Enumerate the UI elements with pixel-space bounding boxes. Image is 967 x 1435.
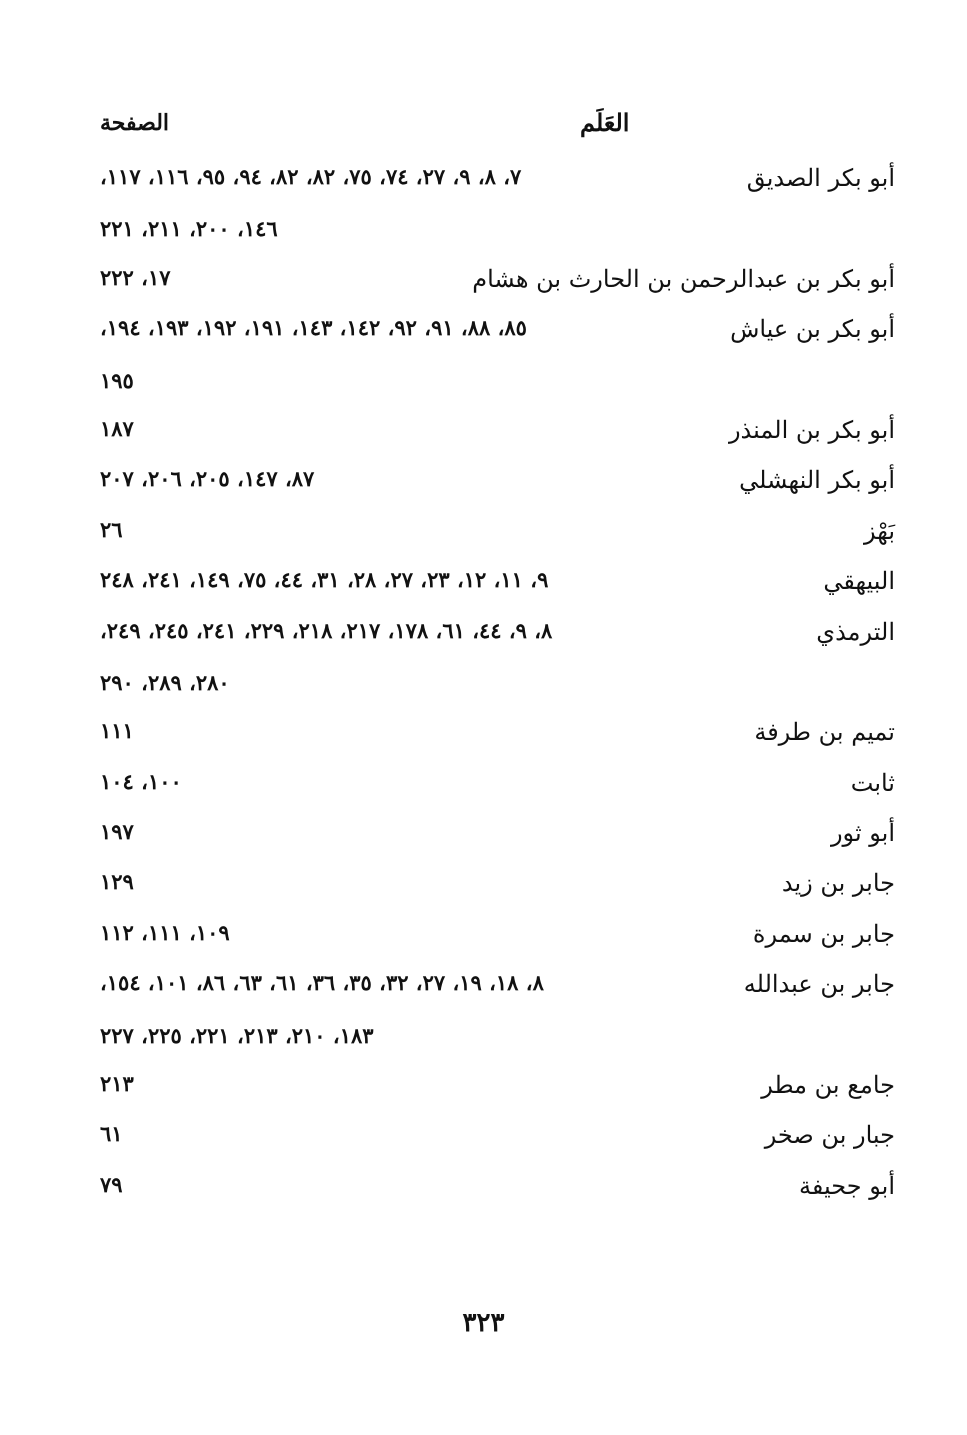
index-entry-continuation (0, 208, 967, 258)
entry-name: جابر بن زيد (781, 869, 895, 898)
index-entry (0, 309, 967, 359)
entry-pages: ٨٧، ١٤٧، ٢٠٥، ٢٠٦، ٢٠٧ (100, 466, 315, 492)
index-entry-continuation (0, 662, 967, 712)
page-column-heading: الصفحة (100, 110, 170, 136)
entry-name: تميم بن طرفة (754, 718, 895, 747)
entry-name: أبو بكر النهشلي (739, 466, 895, 495)
entry-pages: ١٩٧ (100, 819, 134, 845)
index-list (0, 158, 967, 1216)
entry-name: ثابت (850, 768, 895, 797)
index-entry-continuation (0, 1015, 967, 1065)
entry-name: جبار بن صخر (764, 1121, 895, 1150)
entry-pages: ٩، ١١، ١٢، ٢٣، ٢٧، ٢٨، ٣١، ٤٤، ٧٥، ١٤٩، ٢٤١، ٢٤٨ (100, 567, 549, 593)
index-entry (0, 1115, 967, 1165)
page-number: ٣٢٣ (462, 1308, 505, 1338)
index-entry (0, 964, 967, 1014)
entry-pages: ١٢٩ (100, 869, 134, 895)
entry-pages: ٨، ١٨، ١٩، ٢٧، ٣٢، ٣٥، ٣٦، ٦١، ٦٣، ٨٦، ١٠١، ١٥٤، (100, 970, 544, 996)
index-entry (0, 914, 967, 964)
entry-name: أبو بكر بن المنذر (728, 415, 895, 444)
index-entry (0, 158, 967, 208)
entry-name: أبو جحيفة (799, 1171, 895, 1200)
index-entry (0, 712, 967, 762)
entry-pages: ١٤٦، ٢٠٠، ٢١١، ٢٢١ (100, 216, 278, 242)
index-entry (0, 410, 967, 460)
index-entry (0, 561, 967, 611)
index-entry (0, 763, 967, 813)
entry-name: جابر بن عبدالله (743, 970, 895, 999)
entry-pages: ٢٦ (100, 516, 123, 542)
entry-pages: ٨٥، ٨٨، ٩١، ٩٢، ١٤٢، ١٤٣، ١٩١، ١٩٢، ١٩٣، ١٩٤، (100, 315, 527, 341)
entry-pages: ١٧، ٢٢٢ (100, 264, 171, 290)
entry-name: الترمذي (816, 617, 895, 646)
entry-pages: ٢٨٠، ٢٨٩، ٢٩٠ (100, 669, 230, 695)
entry-name: بَهْز (864, 516, 895, 545)
entry-name: جامع بن مطر (761, 1071, 895, 1100)
entry-pages: ٦١ (100, 1121, 123, 1147)
entry-name: أبو بكر بن عبدالرحمن بن الحارث بن هشام (472, 264, 895, 293)
entry-pages: ١٩٥ (100, 367, 134, 393)
entry-pages: ٨، ٩، ٤٤، ٦١، ١٧٨، ٢١٧، ٢١٨، ٢٢٩، ٢٤١، ٢٤٥، ٢٤٩، (100, 617, 553, 643)
entry-pages: ١١١ (100, 718, 134, 744)
index-entry-continuation (0, 360, 967, 410)
entry-pages: ١٨٧ (100, 415, 134, 441)
entry-pages: ١٨٣، ٢١٠، ٢١٣، ٢٢١، ٢٢٥، ٢٢٧ (100, 1022, 374, 1048)
name-column-heading: العَلَم (580, 108, 630, 137)
index-entry (0, 1065, 967, 1115)
entry-name: أبو بكر بن عياش (730, 315, 895, 344)
entry-name: البيهقي (823, 567, 895, 596)
entry-name: أبو بكر الصديق (746, 164, 895, 192)
index-header (0, 108, 967, 148)
entry-name: جابر بن سمرة (752, 919, 895, 948)
index-entry (0, 460, 967, 510)
index-entry (0, 259, 967, 309)
index-entry (0, 863, 967, 913)
entry-pages: ٧٩ (100, 1171, 123, 1197)
index-entry (0, 1166, 967, 1216)
entry-pages: ٧، ٨، ٩، ٢٧، ٧٤، ٧٥، ٨٢، ٨٢، ٩٤، ٩٥، ١١٦، ١١٧، (100, 164, 522, 189)
index-entry (0, 612, 967, 662)
entry-pages: ١٠٠، ١٠٤ (100, 768, 182, 794)
entry-pages: ١٠٩، ١١١، ١١٢ (100, 919, 230, 945)
entry-name: أبو ثور (830, 819, 895, 848)
entry-pages: ٢١٣ (100, 1071, 134, 1097)
index-entry (0, 511, 967, 561)
index-entry (0, 813, 967, 863)
